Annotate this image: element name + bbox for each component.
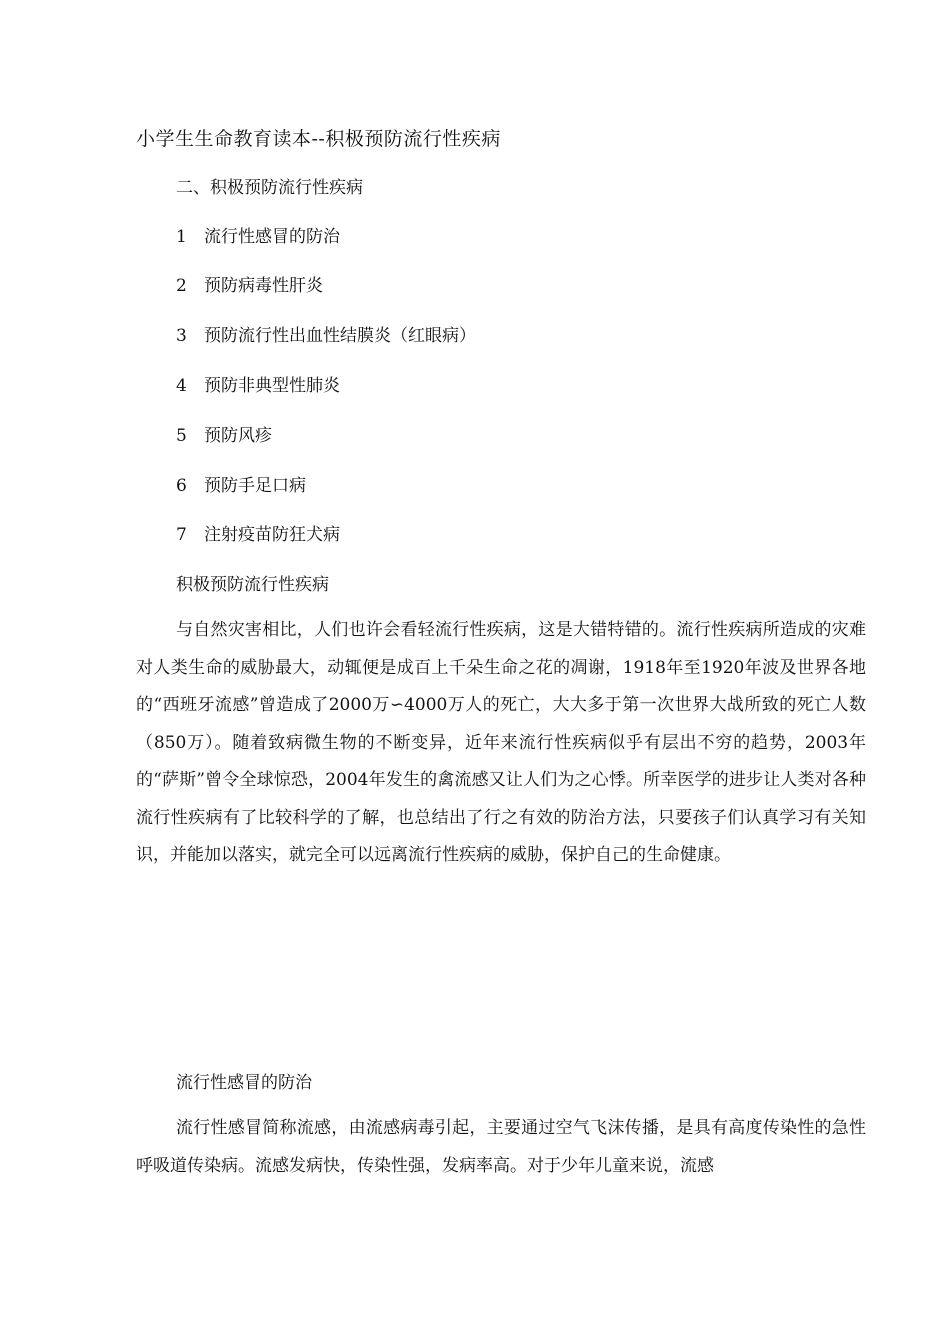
- toc-label: 预防风疹: [204, 426, 272, 446]
- intro-paragraph-text: 与自然灾害相比，人们也许会看轻流行性疾病，这是大错特错的。流行性疾病所造成的灾难对人类生命的威胁最大，动辄便是成百上千朵生命之花的凋谢，1918年至1920年波及世界各地的“西班牙流感”曾造成了2000万∽4000万人的死亡，大大多于第一次世界大战所致的死亡人数（850万）。随着致病微生物的不断变异，近年来流行性疾病似乎有层出不穷的趋势，2003年的“萨斯”曾令全球惊恐，2004年发生的禽流感又让人们为之心悸。所幸医学的进步让人类对各种流行性疾病有了比较科学的了解，也总结出了行之有效的防治方法，只要孩子们认真学习有关知识，并能加以落实，就完全可以远离流行性疾病的威胁，保护自己的生命健康。: [136, 620, 866, 865]
- flu-heading: 流行性感冒的防治: [176, 1073, 312, 1093]
- toc-item: [176, 271, 323, 296]
- toc-number: 4: [176, 376, 187, 396]
- toc-number: 6: [176, 476, 187, 496]
- toc-label: 注射疫苗防狂犬病: [204, 525, 340, 545]
- intro-paragraph: [136, 612, 866, 875]
- toc-item: [176, 520, 340, 545]
- toc-item: [176, 222, 340, 247]
- toc-label: 流行性感冒的防治: [204, 227, 340, 247]
- toc-item: [176, 421, 272, 446]
- toc-number: 3: [176, 326, 187, 346]
- toc-number: 5: [176, 426, 187, 446]
- toc-number: 2: [176, 276, 187, 296]
- flu-paragraph: [136, 1110, 866, 1185]
- flu-paragraph-text: 流行性感冒简称流感，由流感病毒引起，主要通过空气飞沫传播，是具有高度传染性的急性呼吸道传染病。流感发病快，传染性强，发病率高。对于少年儿童来说，流感: [136, 1118, 866, 1176]
- section-heading: 二、积极预防流行性疾病: [176, 178, 363, 198]
- toc-label: 预防非典型性肺炎: [204, 376, 340, 396]
- intro-heading: 积极预防流行性疾病: [176, 575, 329, 595]
- toc-label: 预防手足口病: [204, 476, 306, 496]
- toc-label: 预防流行性出血性结膜炎（红眼病）: [204, 326, 476, 346]
- toc-item: [176, 471, 306, 496]
- toc-number: 7: [176, 525, 187, 545]
- toc-item: [176, 371, 340, 396]
- toc-number: 1: [176, 227, 187, 247]
- document-title: 小学生生命教育读本--积极预防流行性疾病: [136, 128, 501, 150]
- toc-label: 预防病毒性肝炎: [204, 276, 323, 296]
- toc-item: [176, 321, 476, 346]
